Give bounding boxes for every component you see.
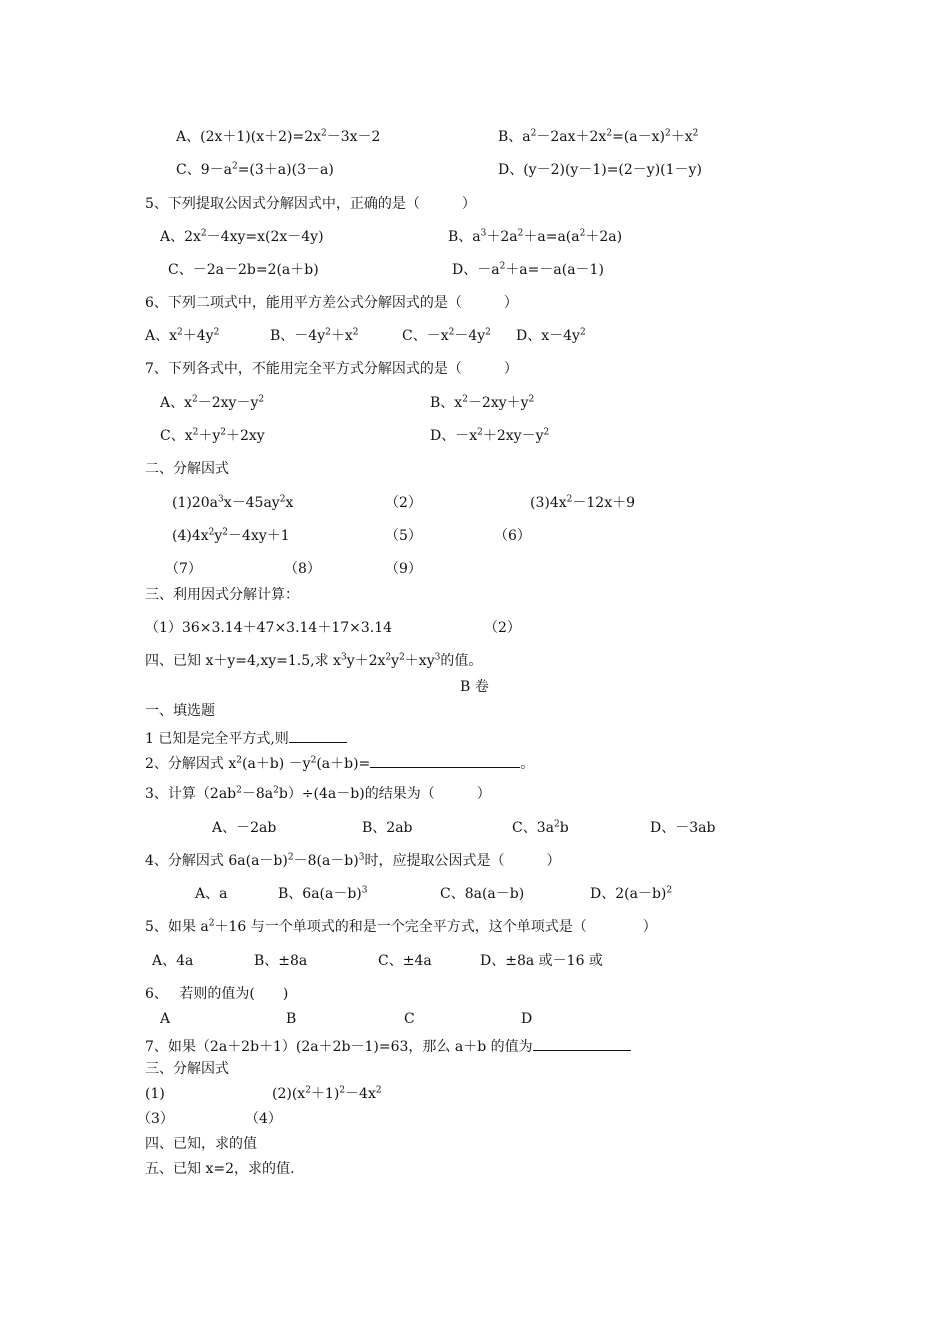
b-section3-problem-4: （4） <box>245 1111 282 1127</box>
text-segment: 时，应提取公因式是（ ） <box>364 853 561 869</box>
b-q2 <box>145 753 534 772</box>
exponent: 2 <box>200 228 207 239</box>
text-segment: (a＋b) －y <box>242 756 311 772</box>
text-segment: B、a <box>498 129 531 145</box>
b-q1 <box>145 728 347 747</box>
b-q4-option-b <box>278 886 368 902</box>
b-q3-option-c <box>512 820 569 836</box>
a-section2-problem-5: （5） <box>385 528 422 544</box>
exponent: 3 <box>361 885 368 896</box>
a-q6-option-d <box>516 328 586 344</box>
exponent: 2 <box>177 327 183 338</box>
text-segment: b）÷(4a－b)的结果为（ ） <box>278 786 491 802</box>
text-segment: =(a－x) <box>612 129 665 145</box>
exponent: 2 <box>448 327 455 338</box>
exponent: 2 <box>231 161 238 172</box>
text-segment: ＋16 与一个单项式的和是一个完全平方式，这个单项式是（ ） <box>214 919 657 935</box>
exponent: 2 <box>553 819 560 830</box>
text-segment: y <box>214 528 223 544</box>
b-q6-stem: 6、 若则的值为( ) <box>145 986 289 1002</box>
exponent: 2 <box>220 427 226 438</box>
text-segment: (4)4x <box>172 528 209 544</box>
text-segment: 四、已知 x＋y=4,xy=1.5,求 x <box>145 653 341 669</box>
text-segment: －3x－2 <box>326 129 381 145</box>
text-segment: ＋1) <box>310 1086 340 1102</box>
b-section3-problem-2 <box>272 1086 382 1102</box>
exponent: 2 <box>579 327 586 338</box>
b-q2-answer-blank[interactable] <box>370 753 520 768</box>
text-segment: －8(a－b) <box>293 853 359 869</box>
a-section2-problem-6: （6） <box>494 528 531 544</box>
text-segment: y＋2x <box>346 653 386 669</box>
b-q2-period: 。 <box>520 756 535 772</box>
a-q6-option-a <box>145 328 219 344</box>
exponent: 2 <box>213 327 220 338</box>
a-q4-option-b <box>498 129 698 145</box>
exponent: 2 <box>236 755 242 766</box>
text-segment: (3)4x <box>530 495 567 511</box>
b-q7-text: 7、如果（2a＋2b＋1）(2a＋2b－1)=63，那么 a＋b 的值为 <box>145 1039 533 1055</box>
text-segment: ＋2a <box>486 229 518 245</box>
a-section2-problem-4 <box>172 528 290 544</box>
text-segment: ＋a=a(a <box>523 229 580 245</box>
b-q3-option-d: D、－3ab <box>650 820 716 836</box>
b-section3-problem-3: （3） <box>137 1111 174 1127</box>
b-q3-stem <box>145 786 491 802</box>
a-section4-question <box>145 653 482 669</box>
text-segment: B、a <box>448 229 481 245</box>
b-q1-answer-blank[interactable] <box>289 728 347 743</box>
exponent: 2 <box>385 652 392 663</box>
exponent: 2 <box>352 327 359 338</box>
exponent: 2 <box>543 427 550 438</box>
b-section1-title: 一、填选题 <box>145 703 215 719</box>
text-segment: ＋y <box>198 428 221 444</box>
text-segment: C、9－a <box>176 162 232 178</box>
text-segment: －4xy＋1 <box>228 528 290 544</box>
text-segment: (1)20a <box>172 495 218 511</box>
exponent: 2 <box>258 394 265 405</box>
text-segment: D、－a <box>452 262 500 278</box>
text-segment: 2、分解因式 x <box>145 756 237 772</box>
b-q3-option-b: B、2ab <box>362 820 413 836</box>
b-q5-option-c: C、±4a <box>378 953 432 969</box>
text-segment: ＋xy <box>404 653 435 669</box>
b-section5-question: 五、已知 x=2，求的值. <box>145 1161 295 1177</box>
text-segment: x－45ay <box>223 495 280 511</box>
text-segment: ＋a=－a(a－1) <box>505 262 604 278</box>
text-segment: ＋x <box>330 328 353 344</box>
exponent: 3 <box>358 852 365 863</box>
b-q6-option-d: D <box>521 1011 533 1027</box>
b-q7-answer-blank[interactable] <box>533 1036 631 1051</box>
exponent: 2 <box>273 785 279 796</box>
text-segment: y <box>391 653 400 669</box>
b-q3-option-a: A、－2ab <box>212 820 277 836</box>
a-section3-problem-2: （2） <box>484 620 521 636</box>
a-q7-option-b <box>430 395 534 411</box>
a-q5-option-d <box>452 262 604 278</box>
exponent: 2 <box>530 128 537 139</box>
text-segment: 4、分解因式 6a(a－b) <box>145 853 288 869</box>
b-q5-option-d: D、±8a 或－16 或 <box>480 953 603 969</box>
exponent: 2 <box>485 327 491 338</box>
exponent: 2 <box>606 128 613 139</box>
b-q5-option-a: A、4a <box>152 953 194 969</box>
exponent: 2 <box>579 228 586 239</box>
exponent: 2 <box>528 394 535 405</box>
a-q6-option-c <box>402 328 491 344</box>
exponent: 3 <box>480 228 487 239</box>
a-q6-option-b <box>270 328 358 344</box>
exponent: 2 <box>477 427 483 438</box>
text-segment: －4x <box>345 1086 376 1102</box>
text-segment: (2)(x <box>272 1086 306 1102</box>
text-segment: b <box>559 820 569 836</box>
exponent: 2 <box>321 128 327 139</box>
a-section2-problem-3 <box>530 495 635 511</box>
text-segment: B、－4y <box>270 328 326 344</box>
exponent: 2 <box>236 785 242 796</box>
text-segment: (a＋b)= <box>316 756 371 772</box>
a-q6-stem: 6、下列二项式中，能用平方差公式分解因式的是（ ） <box>145 295 518 311</box>
text-segment: －2ax＋2x <box>536 129 607 145</box>
exponent: 2 <box>399 652 405 663</box>
text-segment: C、－x <box>402 328 449 344</box>
exponent: 2 <box>222 527 229 538</box>
text-segment: A、2x <box>160 229 201 245</box>
exponent: 2 <box>664 128 671 139</box>
text-segment: －2xy＋y <box>467 395 529 411</box>
exponent: 2 <box>375 1085 382 1096</box>
b-q1-text: 1 已知是完全平方式,则 <box>145 731 289 747</box>
b-q6-option-a: A <box>160 1011 171 1027</box>
exponent: 2 <box>279 494 286 505</box>
b-q5-stem <box>145 919 657 935</box>
a-section3-problem-1: （1）36×3.14＋47×3.14＋17×3.14 <box>145 620 393 636</box>
text-segment: ＋4y <box>182 328 214 344</box>
a-section3-title: 三、利用因式分解计算： <box>145 587 299 603</box>
b-q7 <box>145 1036 631 1055</box>
exponent: 2 <box>666 885 673 896</box>
text-segment: 的值。 <box>440 653 483 669</box>
text-segment: ＋x <box>670 129 693 145</box>
text-segment: C、3a <box>512 820 554 836</box>
exponent: 2 <box>305 1085 311 1096</box>
b-section4-question: 四、已知，求的值 <box>145 1136 257 1152</box>
exponent: 2 <box>692 128 699 139</box>
a-q5-stem: 5、下列提取公因式分解因式中，正确的是（ ） <box>145 196 476 212</box>
exponent: 2 <box>192 427 199 438</box>
a-q7-option-d <box>430 428 549 444</box>
text-segment: D、－x <box>430 428 478 444</box>
exponent: 2 <box>499 261 506 272</box>
b-q4-option-a: A、a <box>195 886 228 902</box>
a-q5-option-b <box>448 229 622 245</box>
text-segment: －4xy=x(2x－4y) <box>206 229 324 245</box>
a-section2-problem-1 <box>172 495 293 511</box>
a-q5-option-a <box>160 229 324 245</box>
b-q2-text <box>145 756 370 772</box>
exponent: 3 <box>218 494 224 505</box>
text-segment: D、2(a－b) <box>590 886 667 902</box>
text-segment: ＋2xy－y <box>482 428 544 444</box>
a-q7-option-a <box>160 395 264 411</box>
a-section2-problem-2: （2） <box>385 495 422 511</box>
b-q6-option-b: B <box>286 1011 297 1027</box>
b-q4-option-d <box>590 886 672 902</box>
text-segment: －12x＋9 <box>572 495 635 511</box>
exponent: 2 <box>287 852 294 863</box>
text-segment: x <box>285 495 294 511</box>
a-q4-option-d: D、(y－2)(y－1)=(2－y)(1－y) <box>498 162 702 178</box>
text-segment: 5、如果 a <box>145 919 209 935</box>
b-q4-stem <box>145 853 560 869</box>
text-segment: －8a <box>241 786 274 802</box>
exponent: 2 <box>208 918 215 929</box>
a-section2-problem-9: （9） <box>385 561 422 577</box>
a-section2-problem-7: （7） <box>165 561 202 577</box>
b-q5-option-b: B、±8a <box>254 953 308 969</box>
b-section3-title: 三、分解因式 <box>145 1061 229 1077</box>
exponent: 2 <box>192 394 198 405</box>
text-segment: A、(2x＋1)(x＋2)=2x <box>176 129 322 145</box>
text-segment: B、x <box>430 395 463 411</box>
text-segment: A、x <box>160 395 193 411</box>
text-segment: ＋2xy <box>226 428 265 444</box>
exponent: 3 <box>434 652 441 663</box>
b-section3-problem-1: (1) <box>145 1086 165 1102</box>
a-q4-option-c <box>176 162 334 178</box>
text-segment: =(3＋a)(3－a) <box>237 162 334 178</box>
b-q6-option-c: C <box>404 1011 415 1027</box>
text-segment: ＋2a) <box>585 229 623 245</box>
b-paper-title: B 卷 <box>460 679 489 695</box>
exponent: 2 <box>208 527 215 538</box>
a-section2-title: 二、分解因式 <box>145 461 229 477</box>
text-segment: C、x <box>160 428 193 444</box>
a-q5-option-c: C、－2a－2b=2(a＋b) <box>168 262 319 278</box>
text-segment: －2xy－y <box>197 395 259 411</box>
exponent: 2 <box>566 494 573 505</box>
a-section2-problem-8: （8） <box>284 561 321 577</box>
exponent: 2 <box>325 327 331 338</box>
a-q4-option-a <box>176 129 380 145</box>
a-q7-option-c <box>160 428 265 444</box>
exponent: 2 <box>462 394 468 405</box>
exponent: 2 <box>339 1085 346 1096</box>
a-q7-stem: 7、下列各式中，不能用完全平方式分解因式的是（ ） <box>145 361 518 377</box>
exponent: 2 <box>310 755 317 766</box>
text-segment: A、x <box>145 328 178 344</box>
text-segment: D、x－4y <box>516 328 580 344</box>
text-segment: 3、计算（2ab <box>145 786 237 802</box>
exponent: 2 <box>517 228 524 239</box>
exponent: 3 <box>340 652 347 663</box>
b-q4-option-c: C、8a(a－b) <box>440 886 525 902</box>
text-segment: B、6a(a－b) <box>278 886 362 902</box>
text-segment: －4y <box>454 328 486 344</box>
